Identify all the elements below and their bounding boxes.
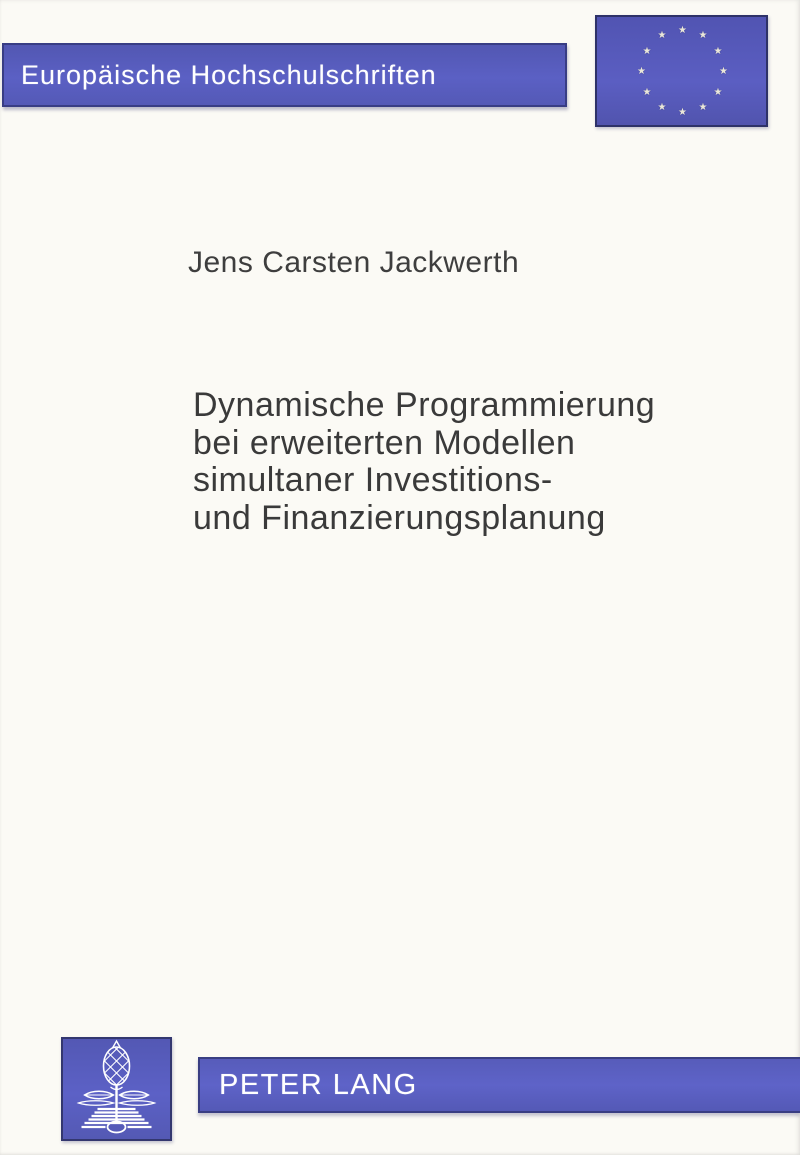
eu-flag-stars: [597, 17, 766, 125]
book-title: [193, 387, 655, 537]
eu-star-icon: ★: [713, 86, 723, 98]
publisher-logo: [61, 1037, 172, 1141]
eu-star-icon: ★: [678, 107, 687, 118]
title-line-1: Dynamische Programmierung: [193, 386, 656, 424]
eu-flag: [595, 15, 768, 127]
eu-star-icon: ★: [698, 30, 708, 42]
eu-star-icon: ★: [698, 101, 708, 113]
publisher-banner: [198, 1057, 800, 1113]
series-banner-label: Europäische Hochschulschriften: [21, 59, 437, 90]
eu-star-icon: ★: [642, 45, 652, 57]
title-line-2: bei erweiterten Modellen: [193, 423, 576, 462]
eu-star-icon: ★: [657, 101, 667, 113]
title-line-4: und Finanzierungsplanung: [193, 498, 606, 537]
eu-star-icon: ★: [642, 86, 652, 98]
publisher-name: PETER LANG: [219, 1068, 418, 1101]
eu-star-icon: ★: [637, 66, 646, 77]
eu-star-icon: ★: [657, 30, 667, 42]
title-line-3: simultaner Investitions-: [193, 461, 553, 499]
author-name: Jens Carsten Jackwerth: [188, 246, 520, 279]
pinecone-open-book-icon: [63, 1039, 170, 1139]
eu-star-icon: ★: [719, 66, 728, 77]
eu-star-icon: ★: [678, 25, 687, 36]
series-banner: [2, 43, 567, 107]
eu-star-icon: ★: [713, 45, 723, 57]
